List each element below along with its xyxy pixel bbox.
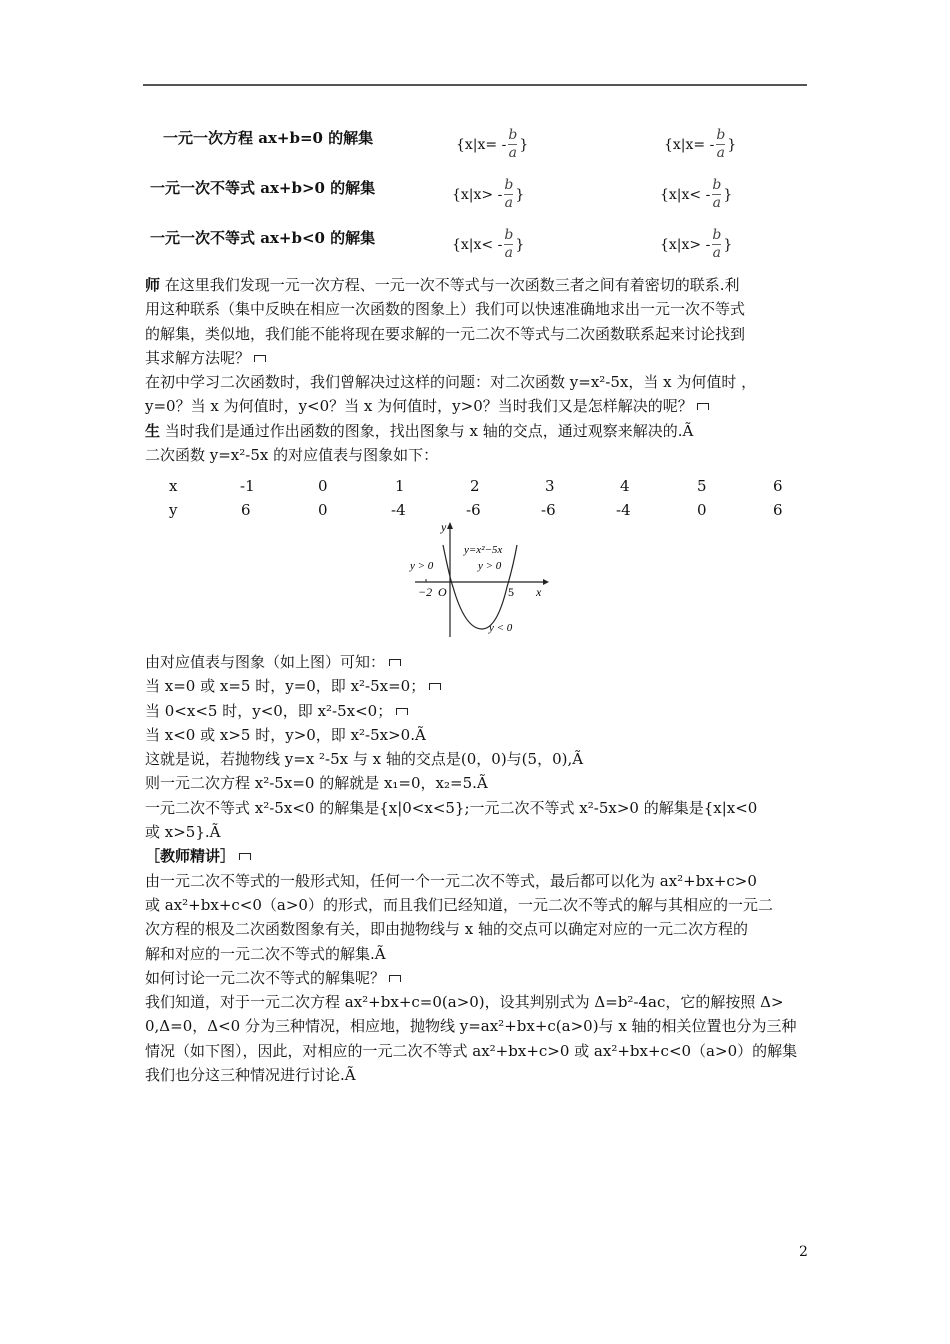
svg-text:y > 0: y > 0	[478, 560, 502, 572]
svg-text:y < 0: y < 0	[489, 622, 513, 634]
parabola-curve	[443, 545, 517, 629]
svg-text:x: x	[536, 585, 542, 599]
solution-set: {x|x< - $\frac{b}{a}$ }	[452, 227, 525, 261]
svg-text:y: y	[441, 520, 447, 534]
parabola-graph	[405, 517, 550, 642]
svg-text:y=x²−5x: y=x²−5x	[464, 544, 503, 556]
page-number: 2	[799, 1244, 808, 1260]
paragraph-mark-icon	[429, 683, 441, 690]
paragraph-mark-icon	[239, 853, 251, 860]
solution-set: {x|x> - $\frac{b}{a}$ }	[660, 227, 733, 261]
teacher-paragraph: 师 在这里我们发现一元一次方程、一元一次不等式与一次函数三者之间有着密切的联系.利 用这种联系（集中反映在相应一次函数的图象上）我们可以快速准确地求出一元一次不等式 的解集，类似地，我们能不能将现在要求解的一元二次不等式与二次函数联系起来讨论找到 其求解方法呢？ 在初中学习二次函数时，我们曾解决过这样的问题：对二次函数 y=x²-5x，当 x 为何值时 ， y=0？当 x 为何值时，y<0？当 x 为何值时，y>0？当时我们又是怎样解决的呢？ 生 当时我们是通过作出函数的图象，找出图象与 x 轴的交点，通过观察来解决的.Ã 二次函数 y=x²-5x 的对应值表与图象如下：	[145, 276, 757, 465]
paragraph-mark-icon	[697, 403, 709, 410]
analysis-block: 由对应值表与图象（如上图）可知： 当 x=0 或 x=5 时，y=0，即 x²-5x=0； 当 0<x<5 时，y<0，即 x²-5x<0； 当 x<0 或 x>5 时，y>0，即 x²-5x>0.Ã 这就是说，若抛物线 y=x ²-5x 与 x 轴的交点是(0，0)与(5，0),Ã 则一元二次方程 x²-5x=0 的解就是 x₁=0，x₂=5.Ã 一元二次不等式 x²-5x<0 的解集是{x|0<x<5};一元二次不等式 x²-5x>0 的解集是{x|x<0 或 x>5}.Ã ［教师精讲］ 由一元二次不等式的一般形式知，任何一个一元二次不等式，最后都可以化为 ax²+bx+c>0 或 ax²+bx+c<0（a>0）的形式，而且我们已经知道，一元二次不等式的解与其相应的一元二 次方程的根及二次函数图象有关，即由抛物线与 x 轴的交点可以确定对应的一元二次方程的 解和对应的一元二次不等式的解集.Ã 如何讨论一元二次不等式的解集呢？ 我们知道，对于一元二次方程 ax²+bx+c=0(a>0)，设其判别式为 Δ=b²-4ac，它的解按照 Δ> 0,Δ=0，Δ<0 分为三种情况，相应地，抛物线 y=ax²+bx+c(a>0)与 x 轴的相关位置也分为三种 情况（如下图），因此，对相应的一元二次不等式 ax²+bx+c>0 或 ax²+bx+c<0（a>0）的解集 我们也分这三种情况进行讨论.Ã	[145, 653, 798, 1085]
svg-text:y > 0: y > 0	[410, 560, 434, 572]
header-rule	[143, 84, 807, 86]
fraction: $\frac{b}{a}$	[504, 227, 514, 261]
speaker-teacher: 师	[145, 276, 161, 294]
solution-set: {x|x= - $\frac{b}{a}$ }	[456, 127, 529, 161]
solution-set: {x|x= - $\frac{b}{a}$ }	[664, 127, 737, 161]
fraction: $\frac{b}{a}$	[712, 177, 722, 211]
paragraph-mark-icon	[389, 659, 401, 666]
paragraph-mark-icon	[396, 708, 408, 715]
summary-row-label: 一元一次方程 ax+b=0 的解集	[163, 129, 374, 147]
svg-text:−2: −2	[418, 585, 433, 599]
fraction: $\frac{b}{a}$	[504, 177, 514, 211]
summary-row-label: 一元一次不等式 ax+b<0 的解集	[150, 229, 376, 247]
svg-text:5: 5	[508, 585, 514, 599]
fraction: $\frac{b}{a}$	[508, 127, 518, 161]
solution-set: {x|x< - $\frac{b}{a}$ }	[660, 177, 733, 211]
section-heading: ［教师精讲］	[145, 847, 236, 866]
solution-set: {x|x> - $\frac{b}{a}$ }	[452, 177, 525, 211]
fraction: $\frac{b}{a}$	[712, 227, 722, 261]
summary-row-label: 一元一次不等式 ax+b>0 的解集	[150, 179, 376, 197]
speaker-student: 生	[145, 421, 161, 440]
paragraph-mark-icon	[254, 355, 266, 362]
svg-text:O: O	[438, 585, 447, 599]
fraction: $\frac{b}{a}$	[716, 127, 726, 161]
paragraph-mark-icon	[389, 975, 401, 982]
